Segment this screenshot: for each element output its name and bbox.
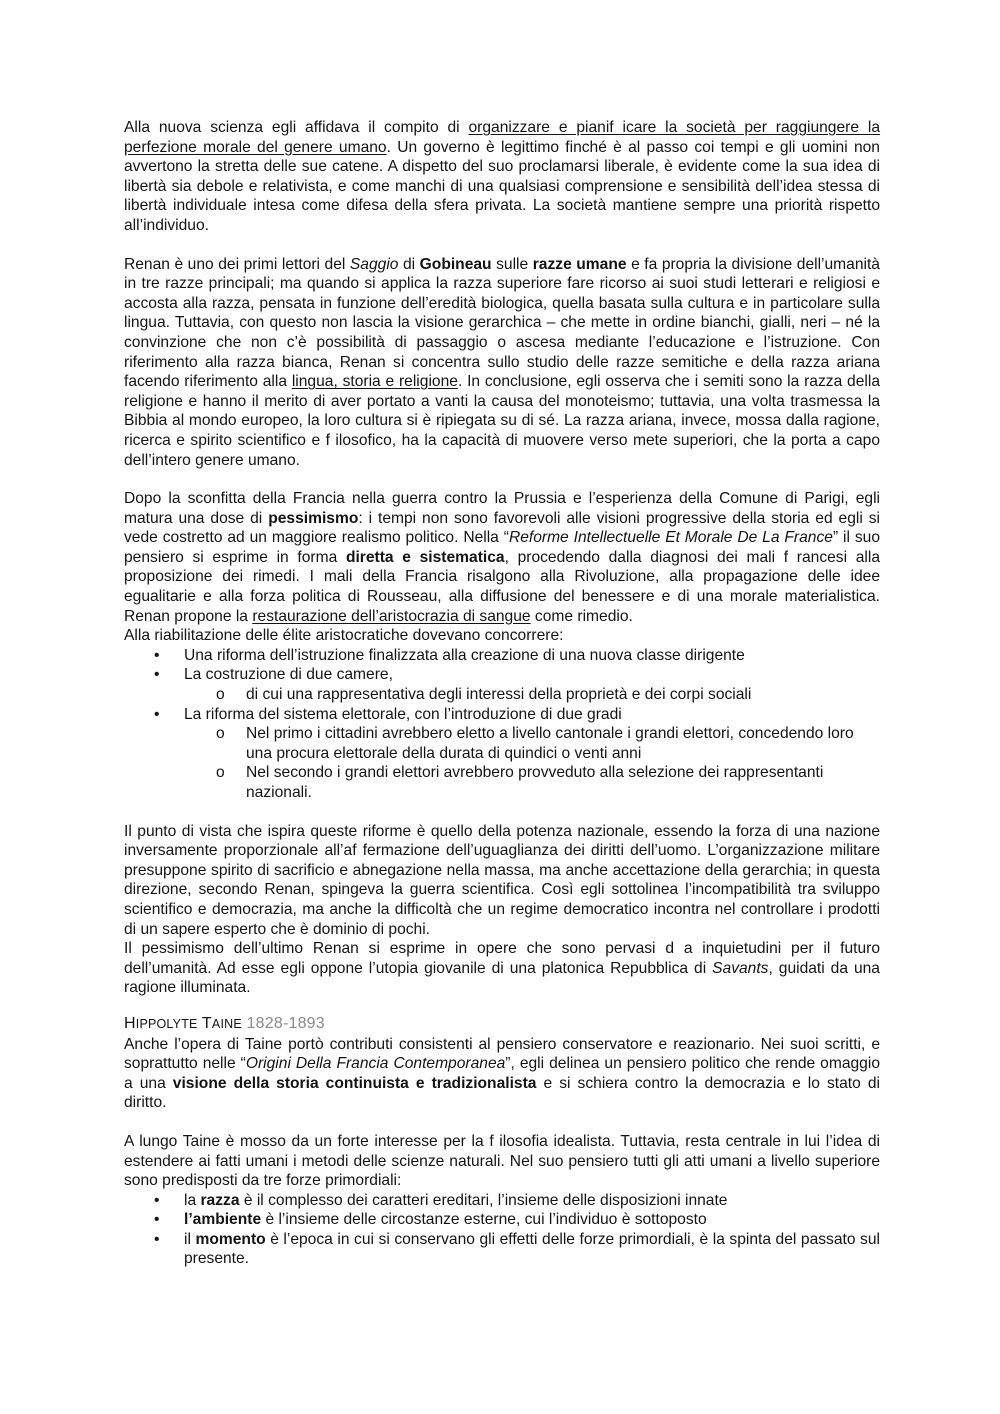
list-item <box>124 665 880 685</box>
text-run: . In conclusione, egli osserva che i semiti sono la razza della religione e hanno il merito di aver portato a vanti la causa del monoteismo; tuttavia, una volta trasmessa la Bibbia al mondo europeo, la loro cultura si è ripiegata su di sé. La razza ariana, invece, mossa dalla ragione, ricerca e spirito scientifico e f ilosofico, ha la capacità di muovere verso mete superiori, che la porta a capo dell’intero genere umano. <box>124 373 880 469</box>
bullet-marker: • <box>154 705 160 723</box>
text-run: Alla nuova scienza egli affidava il compito di <box>124 119 469 136</box>
bullet-marker: • <box>154 1230 160 1248</box>
underlined-text: organizzare e pianif icare la società per raggiungere la perfezione morale del genere umano <box>124 119 881 156</box>
bold-text: razza <box>200 1191 240 1209</box>
text-run: è l’insieme delle circostanze esterne, cui l’individuo è sottoposto <box>261 1211 707 1229</box>
bullet-marker: • <box>154 1211 160 1229</box>
sub-bullet-marker: o <box>216 725 225 743</box>
paragraph-renan-science <box>124 118 880 236</box>
text-run: Renan è uno dei primi lettori del <box>124 255 350 273</box>
text-run: sulle <box>491 255 533 273</box>
heading-text: AINE <box>211 1016 242 1031</box>
italic-text: Savants <box>712 959 769 977</box>
text-run: : i tempi non sono favorevoli alle visioni progressive della storia ed egli si vede costretto ad un maggiore realismo politico. Nella “ <box>124 509 880 547</box>
underlined-text: lingua, storia e religione <box>291 373 458 391</box>
italic-text: Reforme Intellectuelle Et Morale De La France <box>508 529 833 547</box>
bullet-marker: • <box>154 646 160 664</box>
italic-text: Origini Della Francia Contemporanea <box>245 1055 506 1073</box>
paragraph-late-renan <box>124 939 880 998</box>
text-run: A lungo Taine è mosso da un forte interesse per la f ilosofia idealista. Tuttavia, resta centrale in lui l’idea di estendere ai fatti umani i metodi delle scienze naturali. Nel suo pensiero tutti gli atti umani a livello superiore sono predisposti da tre forze primordiali: <box>124 1132 880 1190</box>
text-run: Il punto di vista che ispira queste riforme è quello della potenza nazionale, essendo la forza di una nazione inversamente proporzionale all’af fermazione dell’uguaglianza dei diritti dell’uomo. L’organizzazione militare presuppone spirito di sacrificio e abnegazione nella massa, ma anche accettazione della gerarchia; in questa direzione, secondo Renan, spingeva la guerra scientifica. Così egli sottolinea l’incompatibilità tra sviluppo scientifico e democrazia, ma anche la difficoltà che un regime democratico incontra nel controllare i prodotti di un sapere esperto che è dominio di pochi. <box>124 822 880 938</box>
page-body <box>124 118 880 1269</box>
list-item-text: Una riforma dell’istruzione finalizzata alla creazione di una nuova classe dirigente <box>184 646 745 664</box>
list-item-text: Nel primo i cittadini avrebbero eletto a livello cantonale i grandi elettori, concedendo loro una procura elettorale della durata di quindici o venti anni <box>246 725 854 762</box>
text-run: il <box>184 1230 196 1248</box>
list-item <box>124 1191 880 1211</box>
text-run: come rimedio. <box>530 607 633 625</box>
text-run: e si schiera contro la democrazia e lo stato di diritto. <box>124 1074 880 1112</box>
paragraph-list-intro <box>124 626 880 646</box>
bold-text: momento <box>195 1230 266 1248</box>
list-item <box>124 1210 880 1230</box>
bold-text: l’ambiente <box>184 1211 262 1229</box>
heading-text: H <box>124 1014 136 1032</box>
heading-text: T <box>197 1014 212 1032</box>
sub-bullet-marker: o <box>216 686 225 704</box>
paragraph-renan-pessimism <box>124 489 880 626</box>
list-item-text: di cui una rappresentativa degli interessi della proprietà e dei corpi sociali <box>246 686 752 704</box>
list-item <box>124 1230 880 1269</box>
text-run: ”, egli delinea un pensiero politico che rende omaggio a una <box>124 1055 880 1092</box>
bullet-marker: • <box>154 666 160 684</box>
bold-text: visione della storia continuista e tradizionalista <box>172 1074 537 1092</box>
heading-text: IPPOLYTE <box>135 1016 198 1031</box>
sub-bullet-marker: o <box>216 764 225 782</box>
sub-list-item <box>124 685 880 705</box>
paragraph-national-power <box>124 822 880 940</box>
paragraph-taine-forces <box>124 1132 880 1191</box>
text-run: è l’epoca in cui si conservano gli effetti delle forze primordiali, è la spinta del passato sul presente. <box>184 1230 880 1268</box>
text-run: , guidati da una ragione illuminata. <box>124 959 880 997</box>
text-run: e fa propria la divisione dell’umanità in tre razze principali; ma quando si applica la razza superiore fare ricorso ai suoi studi letterari e religiosi e accosta alla razza, pensata in funzione dell’eredità biologica, quella basata sulla cultura e in particolare sulla lingua. Tuttavia, con questo non lascia la visione gerarchica – che mette in ordine bianchi, gialli, neri – né la convinzione che non c’è possibilità di passaggio o ascesa mediante l’educazione e l’istruzione. Con riferimento alla razza bianca, Renan si concentra sullo studio delle razze semitiche e della razza ariana facendo riferimento alla <box>124 255 880 391</box>
bold-text: pessimismo <box>268 509 359 527</box>
list-item <box>124 705 880 725</box>
text-run: Anche l’opera di Taine portò contributi consistenti al pensiero conservatore e reazionario. Nei suoi scritti, e soprattutto nelle “ <box>124 1035 880 1073</box>
text-run: . Un governo è legittimo finché è al passo coi tempi e gli uomini non avvertono la stretta delle sue catene. A dispetto del suo proclamarsi liberale, è evidente come la sua idea di libertà sia debole e relativista, e come manchi di una qualsiasi comprensione e sensibilità dell’idea stessa di libertà individuale intesa come difesa della sfera privata. La società mantiene sempre una priorità rispetto all’individuo. <box>124 138 880 234</box>
list-item-text: La costruzione di due camere, <box>184 666 393 684</box>
sub-list-item <box>124 763 880 802</box>
underlined-text: restaurazione dell’aristocrazia di sangue <box>252 607 531 625</box>
reform-list <box>124 646 880 803</box>
section-heading <box>124 1014 880 1035</box>
paragraph-taine-intro <box>124 1035 880 1113</box>
text-run: è il complesso dei caratteri ereditari, l’insieme delle disposizioni innate <box>239 1191 728 1209</box>
bold-text: razze umane <box>532 255 627 273</box>
text-run: la <box>184 1191 201 1209</box>
text-run: Alla riabilitazione delle élite aristocratiche dovevano concorrere: <box>124 627 564 645</box>
text-run: Dopo la sconfitta della Francia nella guerra contro la Prussia e l’esperienza della Comune di Parigi, egli matura una dose di <box>124 490 880 527</box>
list-item-text: La riforma del sistema elettorale, con l’introduzione di due gradi <box>184 705 622 723</box>
list-item-text: Nel secondo i grandi elettori avrebbero provveduto alla selezione dei rappresentanti nazionali. <box>246 764 824 801</box>
text-run: , procedendo dalla diagnosi dei mali f rancesi alla proposizione dei rimedi. I mali della Francia risalgono alla Rivoluzione, alla propagazione delle idee egualitarie e alla forza politica di Rousseau, alla diffusione del benessere e di una morale materialistica. Renan propone la <box>124 548 881 625</box>
bold-text: Gobineau <box>419 255 492 273</box>
bold-text: diretta e sistematica <box>345 548 505 566</box>
forces-list <box>124 1191 880 1269</box>
italic-text: Saggio <box>349 255 399 273</box>
sub-list-item <box>124 724 880 763</box>
text-run: ” il suo pensiero si esprime in forma <box>124 529 880 566</box>
list-item <box>124 646 880 666</box>
text-run: di <box>398 255 420 273</box>
bullet-marker: • <box>154 1191 160 1209</box>
heading-years: 1828-1893 <box>246 1014 325 1032</box>
text-run: Il pessimismo dell’ultimo Renan si esprime in opere che sono pervasi d a inquietudini per il futuro dell’umanità. Ad esse egli oppone l’utopia giovanile di una platonica Repubblica di <box>124 940 880 977</box>
paragraph-renan-races <box>124 255 880 471</box>
